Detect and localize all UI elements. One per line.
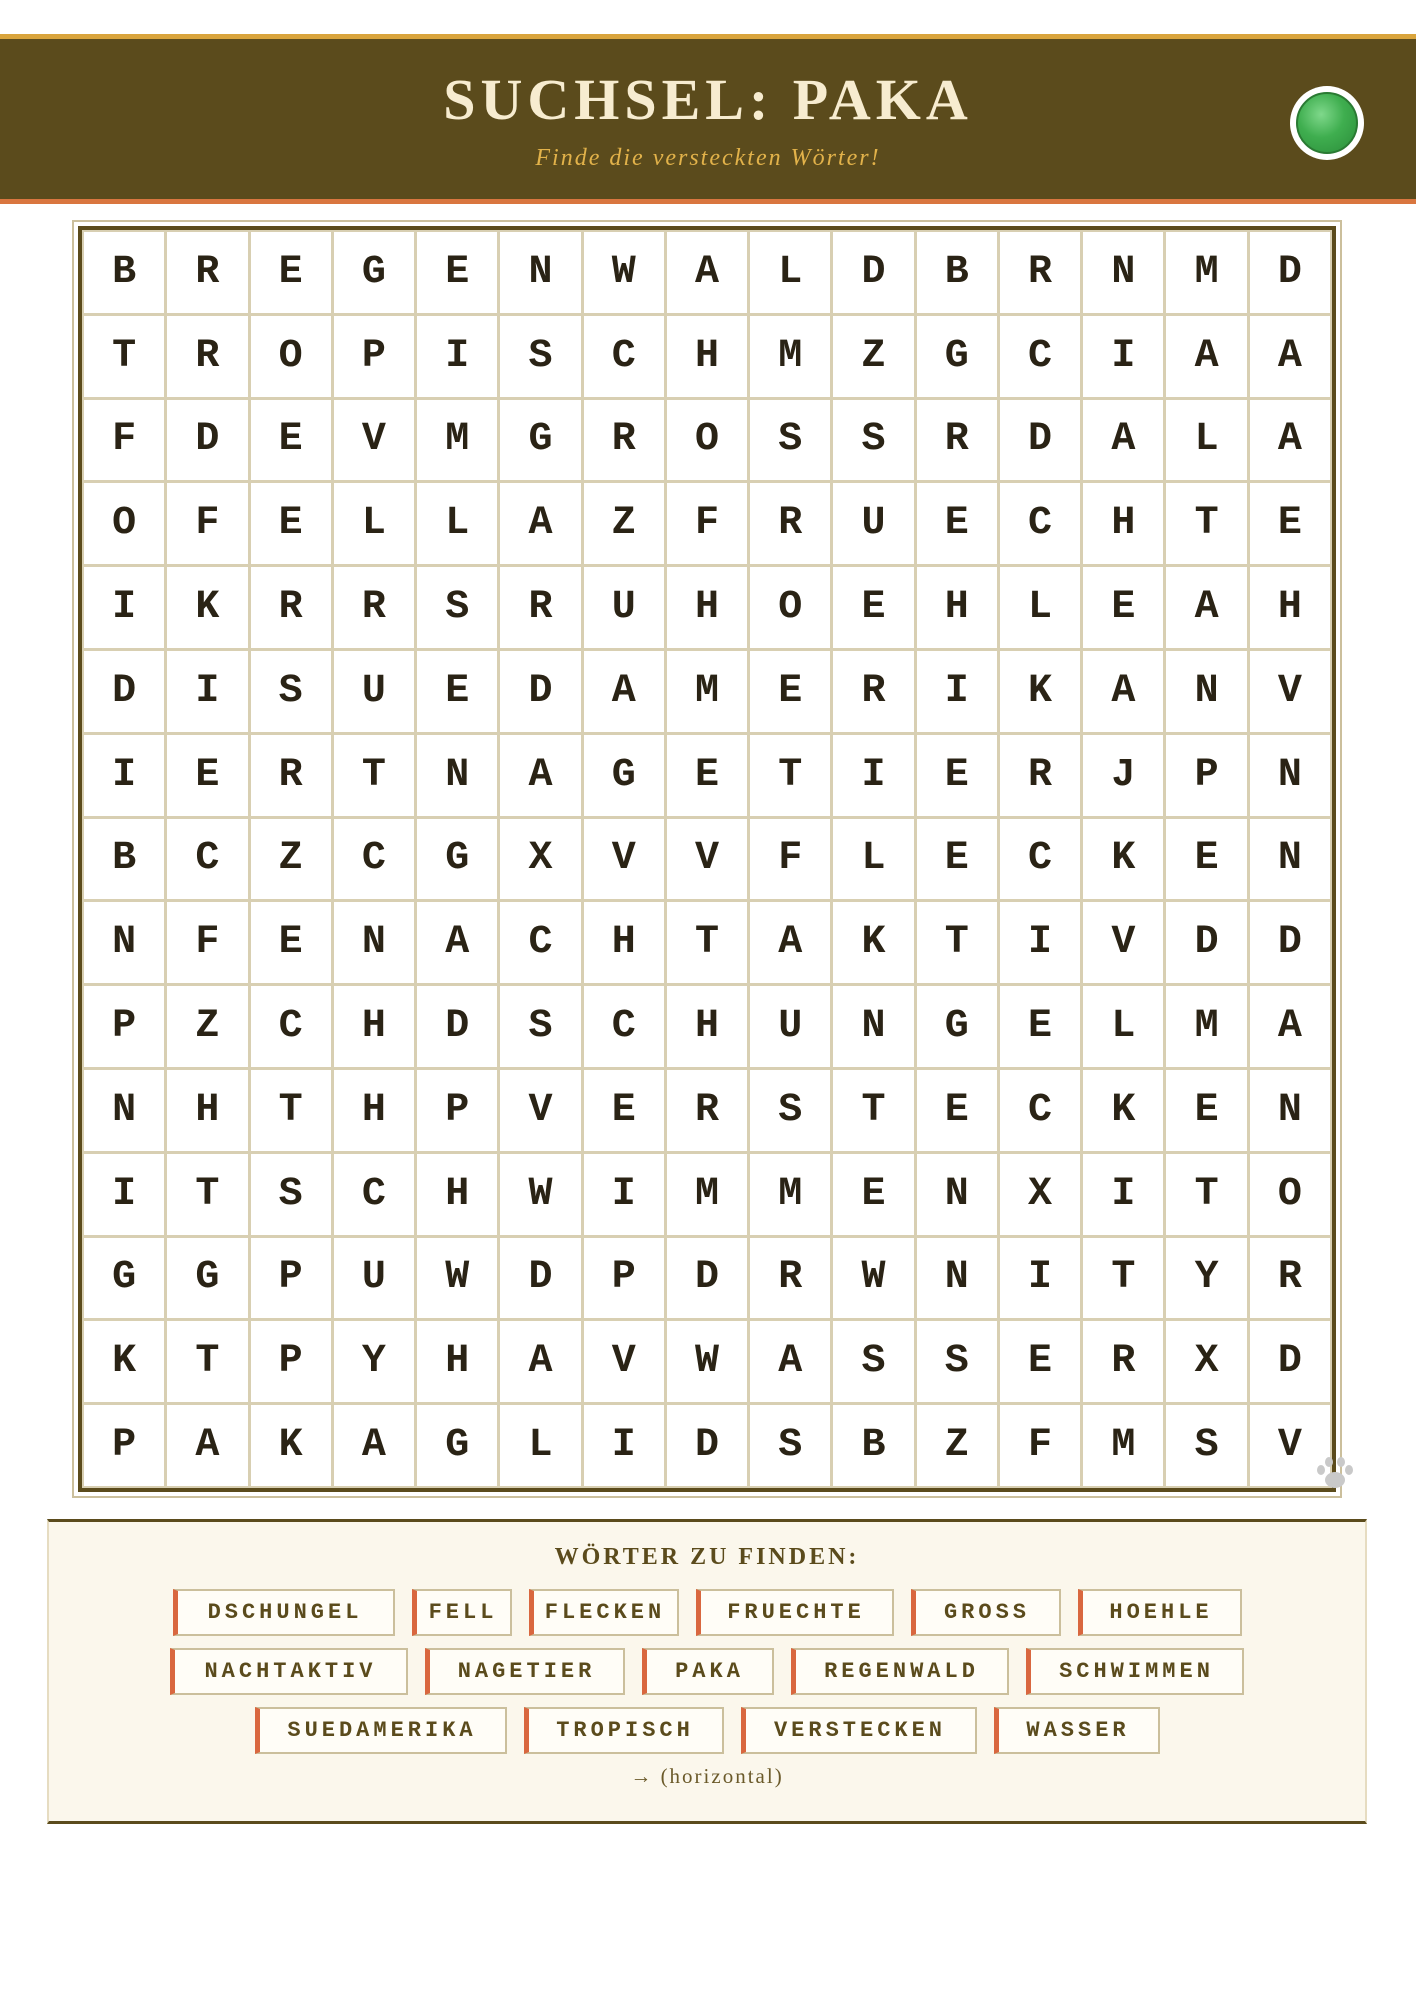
grid-cell[interactable]: S (500, 316, 580, 397)
grid-cell[interactable]: L (500, 1405, 580, 1486)
word-chip[interactable]: FELL (412, 1589, 512, 1636)
grid-cell[interactable]: F (84, 400, 164, 481)
grid-cell[interactable]: H (1250, 567, 1330, 648)
letter-grid (78, 226, 1336, 1492)
grid-cell[interactable]: H (917, 567, 997, 648)
word-chip[interactable]: NACHTAKTIV (170, 1648, 408, 1695)
grid-cell[interactable]: S (251, 1154, 331, 1235)
grid-cell[interactable]: N (917, 1238, 997, 1319)
grid-cell[interactable]: E (251, 483, 331, 564)
grid-cell[interactable]: V (1250, 1405, 1330, 1486)
grid-cell[interactable]: R (1000, 232, 1080, 313)
grid-cell[interactable]: I (84, 1154, 164, 1235)
grid-cell[interactable]: K (167, 567, 247, 648)
grid-cell[interactable]: I (417, 316, 497, 397)
grid-cell[interactable]: R (1250, 1238, 1330, 1319)
grid-cell[interactable]: I (1083, 1154, 1163, 1235)
words-to-find-panel (47, 1519, 1367, 1824)
grid-cell[interactable]: P (84, 1405, 164, 1486)
grid-cell[interactable]: K (251, 1405, 331, 1486)
grid-cell[interactable]: F (1000, 1405, 1080, 1486)
grid-cell[interactable]: X (1166, 1321, 1246, 1402)
grid-cell[interactable]: E (251, 400, 331, 481)
grid-cell[interactable]: H (667, 567, 747, 648)
grid-cell[interactable]: H (1083, 483, 1163, 564)
grid-cell[interactable]: M (750, 316, 830, 397)
word-row (49, 1648, 1365, 1695)
grid-cell[interactable]: T (334, 735, 414, 816)
grid-cell[interactable]: M (750, 1154, 830, 1235)
grid-cell[interactable]: R (251, 567, 331, 648)
grid-cell[interactable]: R (167, 316, 247, 397)
grid-cell[interactable]: M (667, 651, 747, 732)
grid-cell[interactable]: P (334, 316, 414, 397)
word-chip[interactable]: PAKA (642, 1648, 774, 1695)
grid-cell[interactable]: B (917, 232, 997, 313)
word-chip[interactable]: NAGETIER (425, 1648, 625, 1695)
word-chip[interactable]: REGENWALD (791, 1648, 1009, 1695)
grid-cell[interactable]: T (833, 1070, 913, 1151)
grid-cell[interactable]: V (500, 1070, 580, 1151)
grid-cell[interactable]: F (750, 819, 830, 900)
grid-cell[interactable]: E (1000, 1321, 1080, 1402)
grid-cell[interactable]: E (584, 1070, 664, 1151)
grid-cell[interactable]: G (584, 735, 664, 816)
word-chip[interactable]: TROPISCH (524, 1707, 724, 1754)
grid-cell[interactable]: C (584, 316, 664, 397)
grid-cell[interactable]: S (833, 1321, 913, 1402)
grid-cell[interactable]: Y (334, 1321, 414, 1402)
grid-cell[interactable]: D (1166, 902, 1246, 983)
grid-cell[interactable]: E (917, 819, 997, 900)
grid-cell[interactable]: I (584, 1154, 664, 1235)
grid-cell[interactable]: A (1083, 651, 1163, 732)
grid-cell[interactable]: R (750, 1238, 830, 1319)
grid-cell[interactable]: M (417, 400, 497, 481)
status-indicator-icon (1290, 86, 1364, 160)
word-chip[interactable]: SCHWIMMEN (1026, 1648, 1244, 1695)
grid-cell[interactable]: A (417, 902, 497, 983)
grid-cell[interactable]: D (667, 1238, 747, 1319)
grid-cell[interactable]: N (1250, 819, 1330, 900)
grid-cell[interactable]: K (1083, 819, 1163, 900)
grid-cell[interactable]: H (334, 986, 414, 1067)
grid-cell[interactable]: B (833, 1405, 913, 1486)
grid-cell[interactable]: K (1083, 1070, 1163, 1151)
grid-cell[interactable]: M (1166, 986, 1246, 1067)
grid-cell[interactable]: A (1250, 400, 1330, 481)
grid-cell[interactable]: E (167, 735, 247, 816)
grid-cell[interactable]: I (833, 735, 913, 816)
grid-cell[interactable]: V (584, 819, 664, 900)
grid-cell[interactable]: R (584, 400, 664, 481)
grid-cell[interactable]: E (1000, 986, 1080, 1067)
grid-cell[interactable]: J (1083, 735, 1163, 816)
grid-cell[interactable]: A (1250, 316, 1330, 397)
grid-cell[interactable]: R (667, 1070, 747, 1151)
grid-cell[interactable]: A (500, 1321, 580, 1402)
grid-cell[interactable]: I (84, 567, 164, 648)
grid-cell[interactable]: N (1250, 1070, 1330, 1151)
grid-cell[interactable]: E (1166, 1070, 1246, 1151)
page-subtitle: Finde die versteckten Wörter! (535, 145, 881, 171)
grid-cell[interactable]: N (84, 1070, 164, 1151)
grid-cell[interactable]: L (417, 483, 497, 564)
grid-cell[interactable]: P (417, 1070, 497, 1151)
grid-cell[interactable]: D (1000, 400, 1080, 481)
grid-cell[interactable]: D (1250, 1321, 1330, 1402)
grid-cell[interactable]: N (1083, 232, 1163, 313)
grid-cell[interactable]: B (84, 819, 164, 900)
grid-cell[interactable]: W (584, 232, 664, 313)
grid-cell[interactable]: P (251, 1321, 331, 1402)
grid-cell[interactable]: C (584, 986, 664, 1067)
word-chip[interactable]: VERSTECKEN (741, 1707, 977, 1754)
grid-cell[interactable]: S (750, 1405, 830, 1486)
grid-cell[interactable]: L (1083, 986, 1163, 1067)
grid-cell[interactable]: M (1166, 232, 1246, 313)
grid-cell[interactable]: Z (584, 483, 664, 564)
grid-cell[interactable]: D (417, 986, 497, 1067)
grid-cell[interactable]: T (1166, 483, 1246, 564)
grid-cell[interactable]: T (84, 316, 164, 397)
grid-cell[interactable]: E (917, 735, 997, 816)
grid-cell[interactable]: E (251, 902, 331, 983)
grid-cell[interactable]: O (750, 567, 830, 648)
grid-cell[interactable]: K (833, 902, 913, 983)
grid-cell[interactable]: N (334, 902, 414, 983)
grid-cell[interactable]: S (1166, 1405, 1246, 1486)
grid-cell[interactable]: A (1166, 316, 1246, 397)
grid-cell[interactable]: U (334, 651, 414, 732)
grid-cell[interactable]: C (167, 819, 247, 900)
grid-cell[interactable]: R (750, 483, 830, 564)
grid-cell[interactable]: R (1000, 735, 1080, 816)
grid-cell[interactable]: P (1166, 735, 1246, 816)
grid-cell[interactable]: D (1250, 232, 1330, 313)
grid-cell[interactable]: P (251, 1238, 331, 1319)
grid-cell[interactable]: M (667, 1154, 747, 1235)
grid-cell[interactable]: A (1166, 567, 1246, 648)
grid-cell[interactable]: T (167, 1321, 247, 1402)
grid-cell[interactable]: E (251, 232, 331, 313)
grid-cell[interactable]: O (1250, 1154, 1330, 1235)
grid-cell[interactable]: C (1000, 316, 1080, 397)
grid-cell[interactable]: I (917, 651, 997, 732)
grid-cell[interactable]: E (833, 567, 913, 648)
grid-cell[interactable]: L (750, 232, 830, 313)
grid-cell[interactable]: A (750, 902, 830, 983)
grid-cell[interactable]: N (917, 1154, 997, 1235)
grid-cell[interactable]: A (1083, 400, 1163, 481)
grid-cell[interactable]: F (167, 483, 247, 564)
grid-cell[interactable]: T (167, 1154, 247, 1235)
grid-cell[interactable]: M (1083, 1405, 1163, 1486)
grid-cell[interactable]: N (84, 902, 164, 983)
grid-cell[interactable]: H (667, 316, 747, 397)
word-chip[interactable]: FLECKEN (529, 1589, 679, 1636)
grid-cell[interactable]: H (417, 1154, 497, 1235)
word-chip[interactable]: WASSER (994, 1707, 1160, 1754)
grid-cell[interactable]: A (334, 1405, 414, 1486)
grid-cell[interactable]: G (500, 400, 580, 481)
grid-cell[interactable]: B (84, 232, 164, 313)
grid-cell[interactable]: T (917, 902, 997, 983)
grid-cell[interactable]: S (750, 400, 830, 481)
word-chip[interactable]: SUEDAMERIKA (255, 1707, 507, 1754)
grid-cell[interactable]: E (833, 1154, 913, 1235)
grid-cell[interactable]: E (750, 651, 830, 732)
grid-cell[interactable]: H (167, 1070, 247, 1151)
grid-cell[interactable]: F (167, 902, 247, 983)
grid-cell[interactable]: H (584, 902, 664, 983)
grid-cell[interactable]: T (251, 1070, 331, 1151)
grid-cell[interactable]: R (334, 567, 414, 648)
word-row (49, 1589, 1365, 1636)
grid-cell[interactable]: A (167, 1405, 247, 1486)
grid-cell[interactable]: G (417, 1405, 497, 1486)
grid-cell[interactable]: V (1083, 902, 1163, 983)
grid-cell[interactable]: P (84, 986, 164, 1067)
grid-cell[interactable]: D (167, 400, 247, 481)
grid-cell[interactable]: I (1083, 316, 1163, 397)
grid-cell[interactable]: S (251, 651, 331, 732)
grid-cell[interactable]: G (917, 986, 997, 1067)
grid-cell[interactable]: S (417, 567, 497, 648)
grid-cell[interactable]: H (667, 986, 747, 1067)
grid-cell[interactable]: K (1000, 651, 1080, 732)
grid-cell[interactable]: W (417, 1238, 497, 1319)
grid-cell[interactable]: H (334, 1070, 414, 1151)
grid-cell[interactable]: G (334, 232, 414, 313)
grid-cell[interactable]: Z (833, 316, 913, 397)
grid-cell[interactable]: A (750, 1321, 830, 1402)
grid-cell[interactable]: L (833, 819, 913, 900)
grid-cell[interactable]: T (1166, 1154, 1246, 1235)
grid-cell[interactable]: S (750, 1070, 830, 1151)
grid-cell[interactable]: I (167, 651, 247, 732)
green-circle-icon (1296, 92, 1358, 154)
grid-cell[interactable]: W (500, 1154, 580, 1235)
grid-cell[interactable]: E (417, 651, 497, 732)
grid-cell[interactable]: E (917, 1070, 997, 1151)
grid-cell[interactable]: E (1166, 819, 1246, 900)
grid-cell[interactable]: T (1083, 1238, 1163, 1319)
grid-cell[interactable]: D (84, 651, 164, 732)
grid-cell[interactable]: E (917, 483, 997, 564)
grid-cell[interactable]: D (667, 1405, 747, 1486)
words-heading: WÖRTER ZU FINDEN: (554, 1544, 860, 1570)
grid-cell[interactable]: Z (917, 1405, 997, 1486)
grid-cell[interactable]: N (500, 232, 580, 313)
grid-cell[interactable]: T (667, 902, 747, 983)
grid-cell[interactable]: C (1000, 1070, 1080, 1151)
grid-cell[interactable]: O (84, 483, 164, 564)
grid-cell[interactable]: A (500, 483, 580, 564)
grid-cell[interactable]: N (833, 986, 913, 1067)
grid-cell[interactable]: A (667, 232, 747, 313)
grid-cell[interactable]: G (417, 819, 497, 900)
grid-cell[interactable]: C (500, 902, 580, 983)
grid-cell[interactable]: P (584, 1238, 664, 1319)
grid-cell[interactable]: C (334, 819, 414, 900)
grid-cell[interactable]: E (1083, 567, 1163, 648)
grid-cell[interactable]: O (251, 316, 331, 397)
grid-cell[interactable]: L (1166, 400, 1246, 481)
grid-cell[interactable]: X (1000, 1154, 1080, 1235)
grid-cell[interactable]: L (334, 483, 414, 564)
grid-cell[interactable]: C (251, 986, 331, 1067)
grid-cell[interactable]: R (1083, 1321, 1163, 1402)
grid-cell[interactable]: A (584, 651, 664, 732)
grid-cell[interactable]: Z (251, 819, 331, 900)
direction-note: → (horizontal) (630, 1764, 784, 1788)
grid-cell[interactable]: A (1250, 986, 1330, 1067)
word-chip[interactable]: FRUECHTE (696, 1589, 894, 1636)
grid-cell[interactable]: N (1250, 735, 1330, 816)
grid-cell[interactable]: R (833, 651, 913, 732)
grid-cell[interactable]: Z (167, 986, 247, 1067)
grid-cell[interactable]: G (917, 316, 997, 397)
grid-cell[interactable]: F (667, 483, 747, 564)
grid-cell[interactable]: A (500, 735, 580, 816)
grid-cell[interactable]: D (1250, 902, 1330, 983)
grid-cell[interactable]: S (917, 1321, 997, 1402)
grid-cell[interactable]: I (1000, 1238, 1080, 1319)
grid-cell[interactable]: G (167, 1238, 247, 1319)
grid-cell[interactable]: V (584, 1321, 664, 1402)
grid-cell[interactable]: R (500, 567, 580, 648)
grid-cell[interactable]: I (84, 735, 164, 816)
grid-cell[interactable]: S (500, 986, 580, 1067)
grid-cell[interactable]: C (1000, 819, 1080, 900)
grid-cell[interactable]: V (334, 400, 414, 481)
grid-cell[interactable]: V (1250, 651, 1330, 732)
page-title: SUCHSEL: PAKA (443, 67, 973, 132)
grid-cell[interactable]: E (417, 232, 497, 313)
grid-cell[interactable]: C (334, 1154, 414, 1235)
grid-cell[interactable]: G (84, 1238, 164, 1319)
word-chip[interactable]: DSCHUNGEL (173, 1589, 395, 1636)
grid-cell[interactable]: K (84, 1321, 164, 1402)
grid-cell[interactable]: V (667, 819, 747, 900)
grid-cell[interactable]: L (1000, 567, 1080, 648)
grid-cell[interactable]: H (417, 1321, 497, 1402)
grid-cell[interactable]: D (500, 1238, 580, 1319)
grid-cell[interactable]: D (833, 232, 913, 313)
grid-cell[interactable]: U (833, 483, 913, 564)
word-chip[interactable]: GROSS (911, 1589, 1061, 1636)
grid-cell[interactable]: D (500, 651, 580, 732)
grid-cell[interactable]: R (251, 735, 331, 816)
grid-cell[interactable]: W (667, 1321, 747, 1402)
grid-cell[interactable]: S (833, 400, 913, 481)
word-chip[interactable]: HOEHLE (1078, 1589, 1242, 1636)
word-row (49, 1707, 1365, 1754)
grid-cell[interactable]: E (667, 735, 747, 816)
grid-cell[interactable]: C (1000, 483, 1080, 564)
grid-cell[interactable]: U (750, 986, 830, 1067)
grid-cell[interactable]: O (667, 400, 747, 481)
paw-print-icon (1312, 1450, 1358, 1492)
grid-cell[interactable]: Y (1166, 1238, 1246, 1319)
grid-cell[interactable]: N (417, 735, 497, 816)
grid-cell[interactable]: U (584, 567, 664, 648)
grid-cell[interactable]: E (1250, 483, 1330, 564)
grid-cell[interactable]: W (833, 1238, 913, 1319)
grid-cell[interactable]: X (500, 819, 580, 900)
grid-cell[interactable]: T (750, 735, 830, 816)
grid-cell[interactable]: R (917, 400, 997, 481)
grid-cell[interactable]: N (1166, 651, 1246, 732)
header-banner (0, 34, 1416, 204)
grid-cell[interactable]: I (584, 1405, 664, 1486)
grid-cell[interactable]: I (1000, 902, 1080, 983)
grid-cell[interactable]: U (334, 1238, 414, 1319)
grid-cell[interactable]: R (167, 232, 247, 313)
